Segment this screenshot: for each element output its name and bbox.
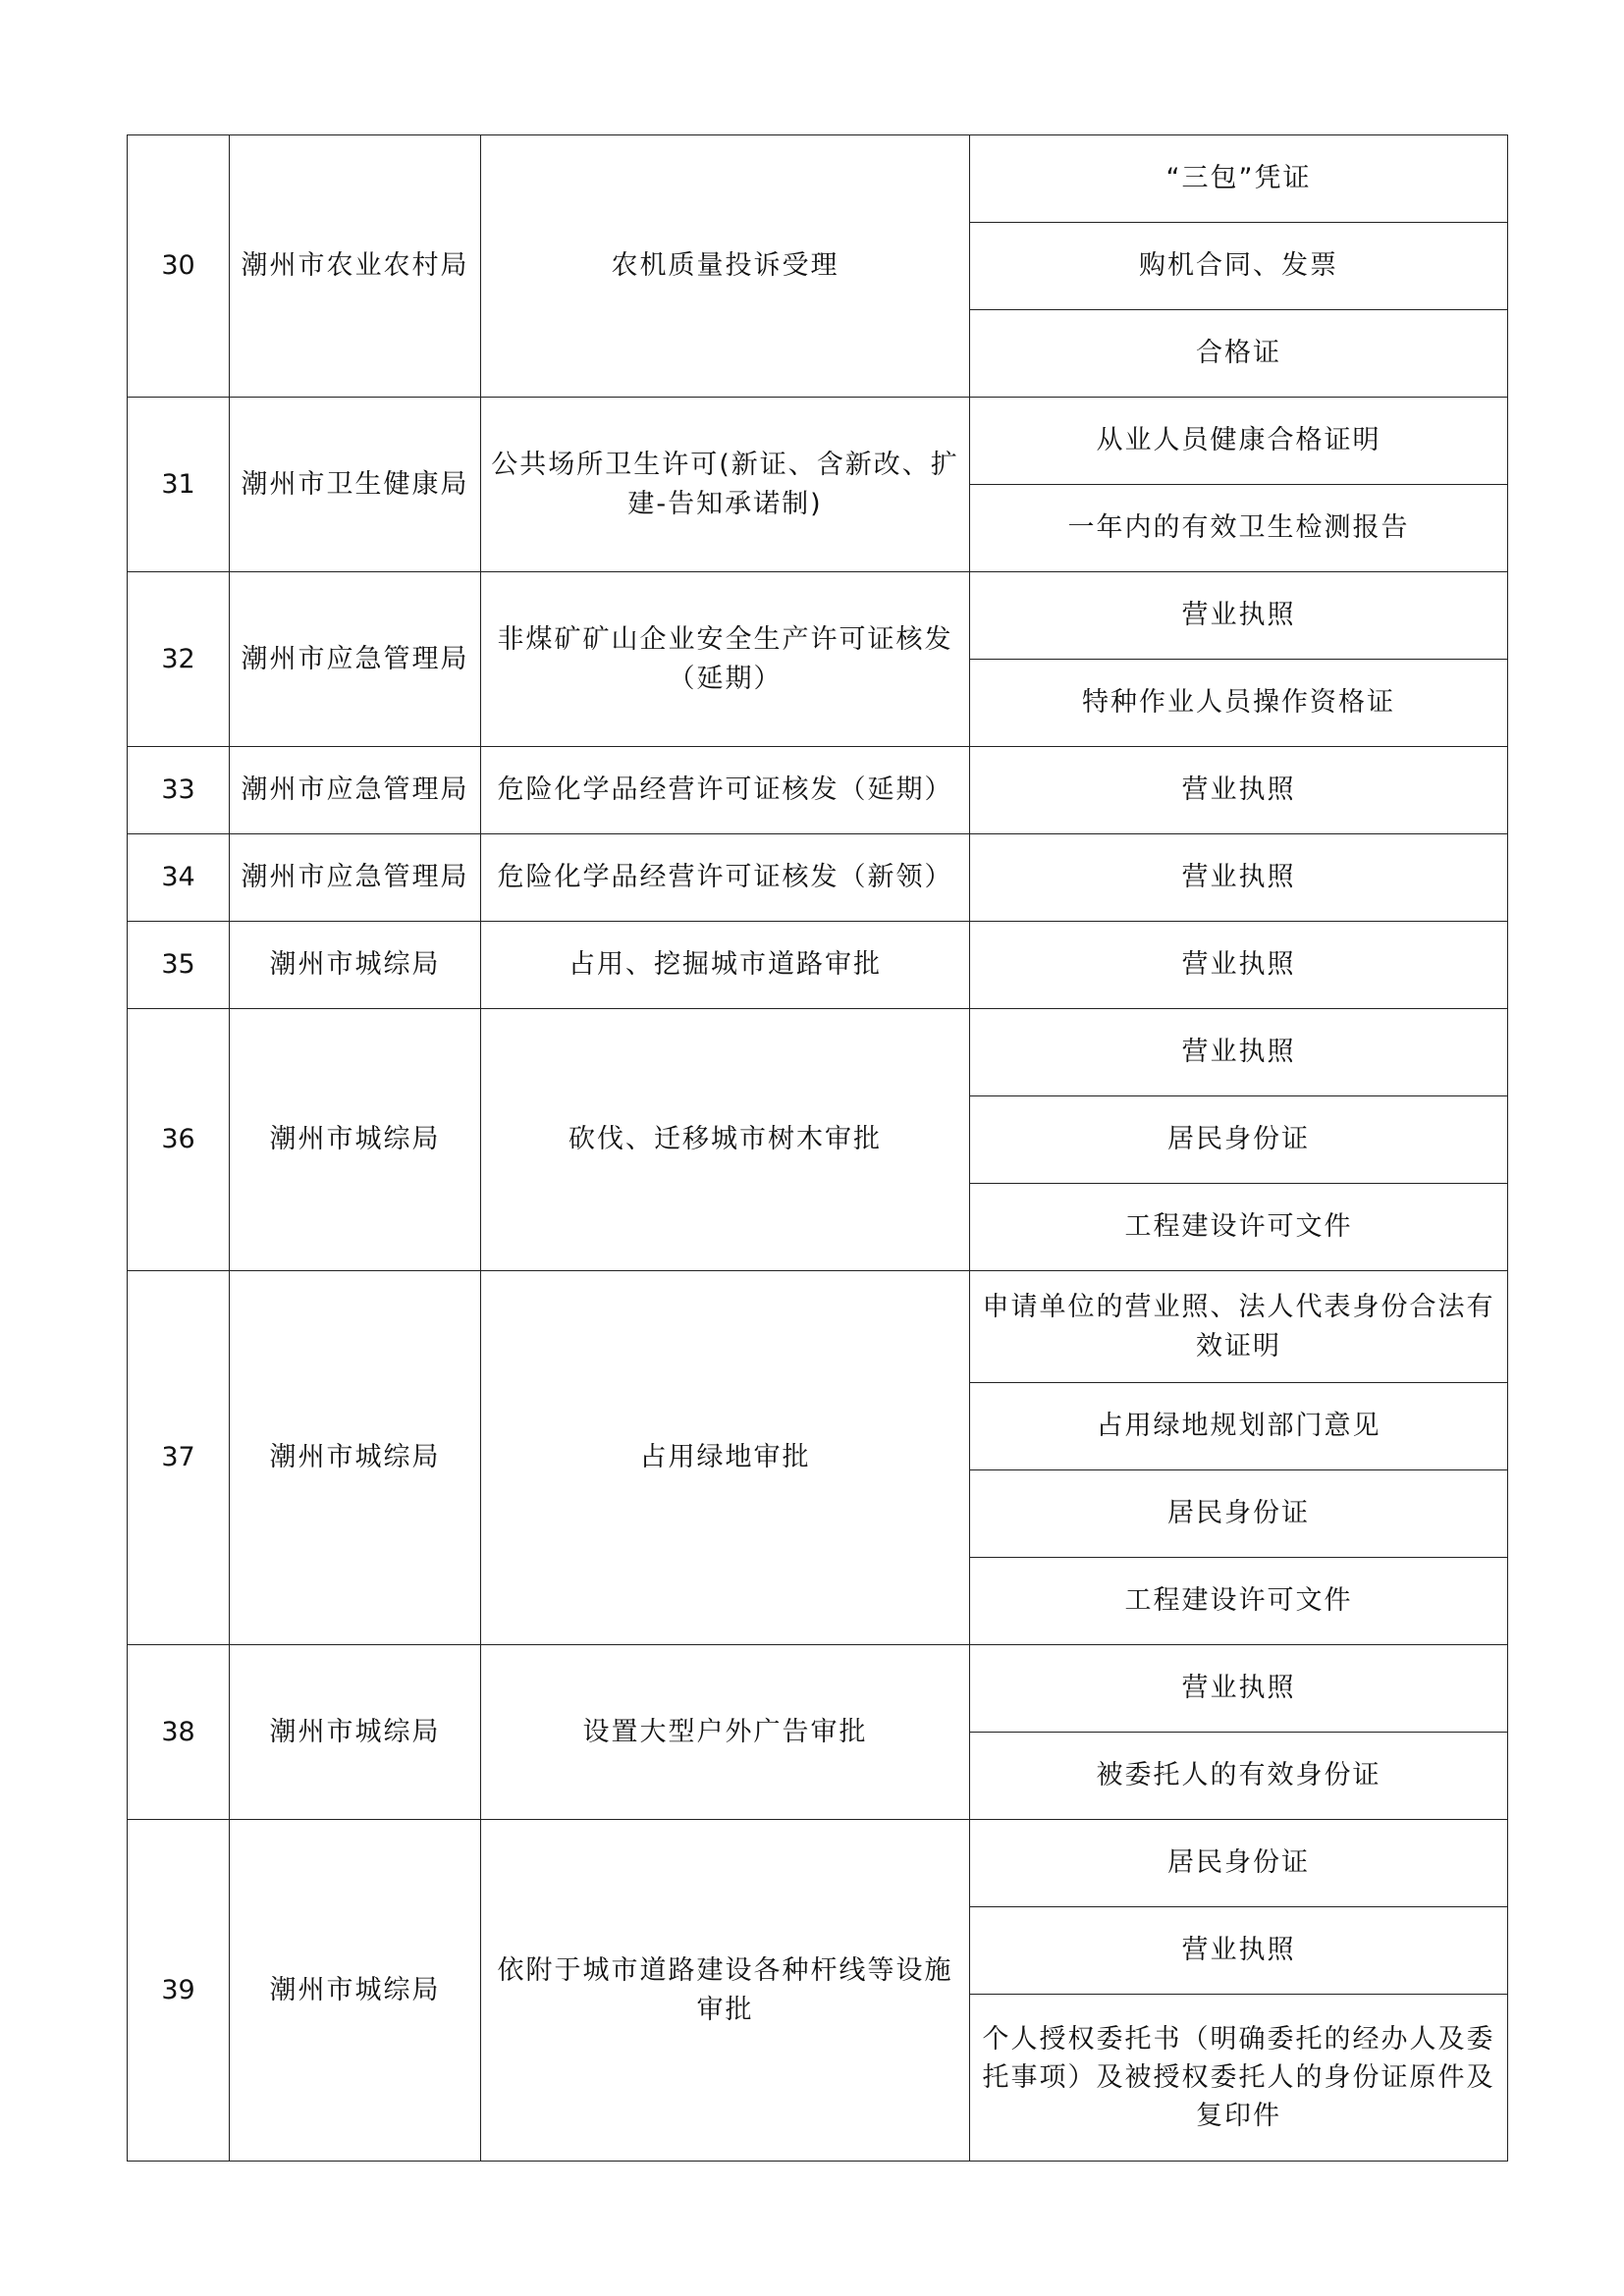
table-row: [128, 398, 1508, 485]
material: 营业执照: [970, 1009, 1508, 1096]
material: 特种作业人员操作资格证: [970, 660, 1508, 747]
material: 营业执照: [970, 747, 1508, 834]
approval-item: 危险化学品经营许可证核发（新领）: [481, 834, 970, 922]
table-row: [128, 135, 1508, 223]
row-number: 37: [128, 1271, 230, 1645]
material: 营业执照: [970, 922, 1508, 1009]
approval-item: 砍伐、迁移城市树木审批: [481, 1009, 970, 1271]
material: 一年内的有效卫生检测报告: [970, 485, 1508, 572]
material: 营业执照: [970, 834, 1508, 922]
approval-item: 农机质量投诉受理: [481, 135, 970, 398]
department: 潮州市城综局: [230, 922, 481, 1009]
material: 被委托人的有效身份证: [970, 1733, 1508, 1820]
approval-item: 非煤矿矿山企业安全生产许可证核发（延期）: [481, 572, 970, 747]
department: 潮州市城综局: [230, 1820, 481, 2162]
department: 潮州市城综局: [230, 1271, 481, 1645]
department: 潮州市城综局: [230, 1645, 481, 1820]
department: 潮州市应急管理局: [230, 572, 481, 747]
material: 购机合同、发票: [970, 223, 1508, 310]
row-number: 34: [128, 834, 230, 922]
material: 工程建设许可文件: [970, 1184, 1508, 1271]
approval-item: 依附于城市道路建设各种杆线等设施审批: [481, 1820, 970, 2162]
department: 潮州市卫生健康局: [230, 398, 481, 572]
material: 从业人员健康合格证明: [970, 398, 1508, 485]
approval-item: 危险化学品经营许可证核发（延期）: [481, 747, 970, 834]
row-number: 38: [128, 1645, 230, 1820]
material: 居民身份证: [970, 1470, 1508, 1558]
department: 潮州市应急管理局: [230, 834, 481, 922]
table-row: [128, 1645, 1508, 1733]
material: 工程建设许可文件: [970, 1558, 1508, 1645]
approval-item: 公共场所卫生许可(新证、含新改、扩建-告知承诺制): [481, 398, 970, 572]
material: 居民身份证: [970, 1096, 1508, 1184]
material: 居民身份证: [970, 1820, 1508, 1907]
material: 个人授权委托书（明确委托的经办人及委托事项）及被授权委托人的身份证原件及复印件: [970, 1995, 1508, 2162]
department: 潮州市农业农村局: [230, 135, 481, 398]
materials-table: [127, 134, 1508, 2162]
approval-item: 设置大型户外广告审批: [481, 1645, 970, 1820]
material: 占用绿地规划部门意见: [970, 1383, 1508, 1470]
department: 潮州市城综局: [230, 1009, 481, 1271]
department: 潮州市应急管理局: [230, 747, 481, 834]
table-row: [128, 1009, 1508, 1096]
table-row: [128, 834, 1508, 922]
table-row: [128, 1820, 1508, 1907]
material: 营业执照: [970, 1907, 1508, 1995]
row-number: 33: [128, 747, 230, 834]
material: “三包”凭证: [970, 135, 1508, 223]
row-number: 36: [128, 1009, 230, 1271]
material: 营业执照: [970, 572, 1508, 660]
row-number: 30: [128, 135, 230, 398]
material: 合格证: [970, 310, 1508, 398]
material: 申请单位的营业照、法人代表身份合法有效证明: [970, 1271, 1508, 1383]
row-number: 32: [128, 572, 230, 747]
table-row: [128, 922, 1508, 1009]
row-number: 39: [128, 1820, 230, 2162]
approval-item: 占用、挖掘城市道路审批: [481, 922, 970, 1009]
row-number: 31: [128, 398, 230, 572]
material: 营业执照: [970, 1645, 1508, 1733]
row-number: 35: [128, 922, 230, 1009]
table-row: [128, 747, 1508, 834]
approval-item: 占用绿地审批: [481, 1271, 970, 1645]
table-row: [128, 572, 1508, 660]
table-row: [128, 1271, 1508, 1383]
